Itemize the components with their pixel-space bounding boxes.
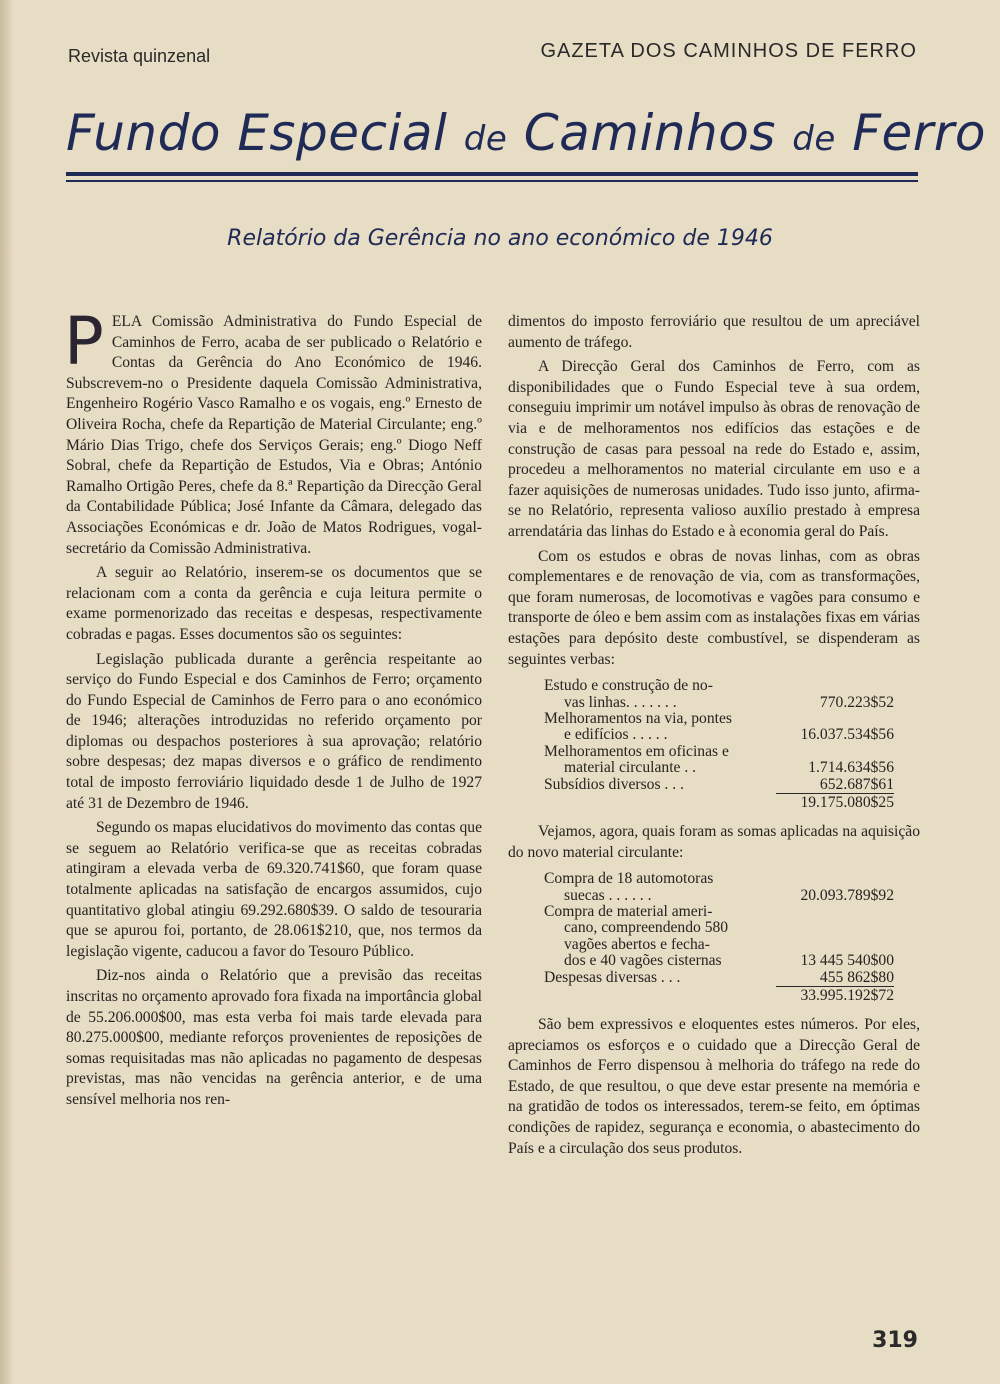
table-label: suecas . . . . . . <box>564 886 652 904</box>
table-value: 20.093.789$92 <box>800 886 894 904</box>
paragraph: São bem expressivos e eloquentes estes números. Por eles, apreciamos os esforços e o cuidado que a Direcção Geral de Caminhos de Ferro dispensou à melhoria do tráfego na rede do Estado, de que resultou, o que deve estar presente na memória e na gratidão de todos os interessados, terem-se feito, em óptimas condições de rapidez, segurança e economia, o abastecimento do País e a circulação dos seus produtos. <box>508 1015 920 1157</box>
table-row <box>544 953 894 969</box>
table-row <box>544 678 894 694</box>
title-part-2: de <box>463 119 508 159</box>
table-label: Subsídios diversos . . . <box>544 775 684 793</box>
paragraph: A seguir ao Relatório, inserem-se os documentos que se relacionam com a conta da gerência e cuja leitura permite o exame pormenorizado das receitas e despesas, respectivamente cobradas e pagas. Esses documentos são os seguintes: <box>66 564 482 643</box>
table-row <box>544 888 894 904</box>
title-rule-thin <box>66 180 918 182</box>
left-column <box>64 303 482 1115</box>
title-rule-thick <box>66 172 918 176</box>
running-header-left: Revista quinzenal <box>68 46 211 66</box>
table-label: vas linhas. . . . . . . <box>564 693 677 711</box>
table-value: 13 445 540$00 <box>800 952 894 970</box>
expenses-table <box>544 678 894 812</box>
table-row <box>544 970 894 986</box>
table-label: Melhoramentos em oficinas e <box>544 742 729 760</box>
title-part-4: de <box>792 119 836 159</box>
article-subtitle: Relatório da Gerência no ano económico de 1946 <box>227 226 773 251</box>
paragraph: Segundo os mapas elucidativos do movimento das contas que se seguem ao Relatório verifica-se que as receitas cobradas atingiram a elevada verba de 69.320.741$60, que foram quase totalmente aplicadas na satisfação de encargos assumidos, cujo quantitativo global atingiu 69.292.680$39. O saldo de tesouraria que se apurou foi, portanto, de 28.061$210, que, nos termos da legislação vigente, caducou a favor do Tesouro Público. <box>66 819 482 960</box>
table-value: 455 862$80 <box>819 968 894 986</box>
table-row <box>544 904 894 920</box>
table-label: Compra de material ameri- <box>544 902 713 920</box>
paragraph: A Direcção Geral dos Caminhos de Ferro, com as disponibilidades que o Fundo Especial teve à sua ordem, conseguiu imprimir um notável impulso às obras de renovação de via e de melhoramentos nos edifícios das estações e de construção de casas para pessoal na rede do Estado e, assim, procedeu a melhoramentos no material circulante em uso e a fazer aquisições de numerosas unidades. Tudo isso junto, afirma-se no Relatório, representa valioso auxílio prestado à empresa arrendatária das linhas do Estado e à economia geral do País. <box>508 358 920 540</box>
right-column <box>508 312 920 1163</box>
table-row <box>544 871 894 887</box>
table-label: material circulante . . <box>564 759 697 777</box>
table-row <box>544 937 894 953</box>
title-part-5: Ferro <box>852 104 986 162</box>
table-row <box>544 777 894 793</box>
table-row <box>544 744 894 760</box>
title-part-1: Fundo Especial <box>66 104 448 162</box>
running-header-right: GAZETA DOS CAMINHOS DE FERRO <box>540 40 917 62</box>
paragraph: Diz-nos ainda o Relatório que a previsão das receitas inscritas no orçamento aprovado fora fixada na importância global de 55.206.000$00, mas esta verba foi mais tarde elevada para 80.275.000$00, mediante reforços provenientes de reposições de somas requisitadas mas não aplicadas no pagamento de despesas previstas, mas não vencidas na gerência anterior, e de uma sensível melhoria nos ren- <box>66 967 482 1108</box>
table-label: Despesas diversas . . . <box>544 968 681 986</box>
table-value: 1.714.634$56 <box>808 759 894 777</box>
table-row <box>544 695 894 711</box>
table-label: vagões abertos e fecha- <box>564 935 710 953</box>
rolling-stock-table <box>544 871 894 1005</box>
table-total: 33.995.192$72 <box>800 986 894 1004</box>
table-value: 652.687$61 <box>819 775 894 793</box>
paragraph: Vejamos, agora, quais foram as somas aplicadas na aquisição do novo material circulante: <box>508 822 920 861</box>
table-row <box>544 760 894 776</box>
table-row <box>544 727 894 743</box>
table-value: 770.223$52 <box>819 693 894 711</box>
table-label: Estudo e construção de no- <box>544 677 713 695</box>
article-title <box>66 104 986 162</box>
table-row <box>544 711 894 727</box>
paragraph-text: ELA Comissão Administrativa do Fundo Especial de Caminhos de Ferro, acaba de ser publicado o Relatório e Contas da Gerência do Ano Económico de 1946. Subscrevem-no o Presidente daquela Comissão Administrativa, Engenheiro Rogério Vasco Ramalho e os vogais, eng.º Ernesto de Oliveira Rocha, chefe da Repartição de Material Circulante; eng.º Mário Dias Trigo, chefe dos Serviços Gerais; eng.º Diogo Neff Sobral, chefe da Repartição de Estudos, Via e Obras; António Ramalho Ortigão Peres, chefe da 8.ª Repartição da Direcção Geral da Contabilidade Pública; José Infante da Câmara, delegado das Associações Económicas e dr. João de Matos Rodrigues, vogal-secretário da Comissão Administrativa. <box>66 313 482 557</box>
table-row <box>544 920 894 936</box>
paragraph: dimentos do imposto ferroviário que resultou de um apreciável aumento de tráfego. <box>508 313 920 351</box>
title-part-3: Caminhos <box>523 104 776 162</box>
table-total: 19.175.080$25 <box>800 793 894 811</box>
table-label: cano, compreendendo 580 <box>564 919 729 937</box>
paragraph: Com os estudos e obras de novas linhas, com as obras complementares e de renovação de via, com as transformações, que foram numerosas, de locomotivas e vagões para consumo e transporte de óleo e bem assim com as instalações fixas em várias estações para depósito deste combustível, se dispenderam as seguintes verbas: <box>508 547 920 668</box>
paragraph <box>64 303 482 559</box>
page-edge-shadow <box>0 0 14 1384</box>
table-value: 16.037.534$56 <box>800 726 894 744</box>
paragraph: Legislação publicada durante a gerência respeitante ao serviço do Fundo Especial e dos Caminhos de Ferro; orçamento do Fundo Especial de Caminhos de Ferro para o ano económico de 1946; alterações introduzidas no referido orçamento por diplomas ou despachos posteriores à sua aprovação; relatório sobre despesas; dez mapas diversos e o gráfico de rendimento total de imposto ferroviário liquidado desde 1 de Julho de 1927 até 31 de Dezembro de 1946. <box>66 650 482 812</box>
table-label: e edifícios . . . . . <box>564 726 668 744</box>
table-label: dos e 40 vagões cisternas <box>564 952 722 970</box>
table-label: Melhoramentos na via, pontes <box>544 709 732 727</box>
table-label: Compra de 18 automotoras <box>544 870 714 888</box>
page-number: 319 <box>872 1328 918 1353</box>
drop-cap: P <box>64 303 104 380</box>
